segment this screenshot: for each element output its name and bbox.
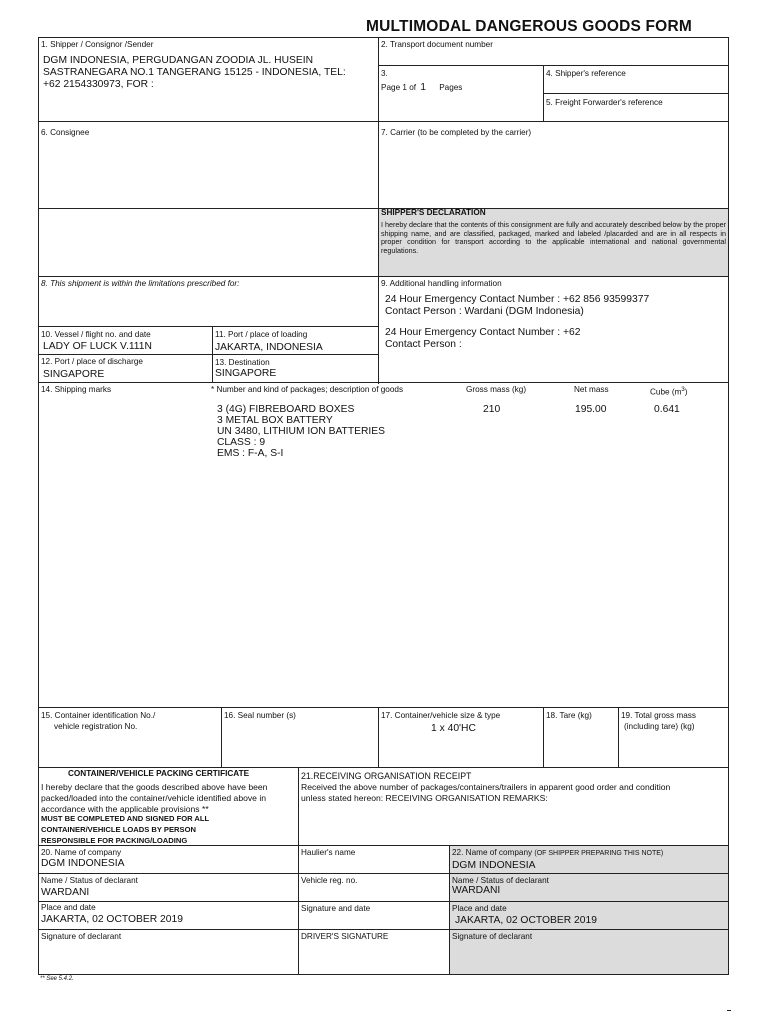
net-mass-label: Net mass: [574, 385, 609, 394]
tare-label: 18. Tare (kg): [546, 711, 592, 720]
border-line: [38, 37, 729, 38]
grid-line: [38, 873, 728, 874]
transport-doc-label: 2. Transport document number: [381, 40, 493, 49]
contact-person-2: Contact Person :: [385, 339, 462, 350]
grid-line: [38, 276, 728, 277]
shipper-line-2: SASTRANEGARA NO.1 TANGERANG 15125 - INDONESIA, TEL:: [43, 67, 346, 78]
grid-line: [298, 767, 299, 975]
page-mark: [727, 1010, 731, 1011]
shipper-line-3: +62 2154330973, FOR :: [43, 79, 154, 90]
declarant-right-label: Name / Status of declarant: [452, 876, 549, 885]
container-size-value: 1 x 40'HC: [431, 723, 476, 734]
sig-date-label: Signature and date: [301, 904, 371, 913]
packing-cert-line-1: I hereby declare that the goods described above have been: [41, 782, 268, 792]
footnote: ** See 5.4.2.: [40, 976, 74, 982]
grid-line: [543, 707, 544, 768]
cube-value: 0.641: [654, 404, 680, 415]
packing-cert-bold-2: CONTAINER/VEHICLE LOADS BY PERSON: [41, 825, 196, 834]
border-line: [38, 37, 39, 975]
receipt-line-1: Received the above number of packages/containers/trailers in apparent good order and condition: [301, 782, 671, 792]
limitations-label: 8. This shipment is within the limitations prescribed for:: [41, 279, 240, 288]
receipt-line-2: unless stated hereon: RECEIVING ORGANISATION REMARKS:: [301, 793, 548, 803]
grid-line: [221, 707, 222, 768]
page-num: 1: [420, 82, 426, 93]
port-loading-value: JAKARTA, INDONESIA: [215, 342, 323, 353]
company20-label: 20. Name of company: [41, 848, 122, 857]
haulier-label: Haulier's name: [301, 848, 356, 857]
form-title: MULTIMODAL DANGEROUS GOODS FORM: [366, 18, 692, 35]
vehicle-reg-label: Vehicle reg. no.: [301, 876, 358, 885]
shipper-line-1: DGM INDONESIA, PERGUDANGAN ZOODIA JL. HUSEIN: [43, 55, 314, 66]
grid-line: [38, 929, 728, 930]
cube-end: ): [684, 387, 688, 397]
packing-cert-bold-1: MUST BE COMPLETED AND SIGNED FOR ALL: [41, 814, 210, 823]
cube-text: Cube (m: [650, 387, 682, 397]
destination-value: SINGAPORE: [215, 368, 277, 379]
declarant-right-value: WARDANI: [452, 885, 501, 896]
goods-desc-label: * Number and kind of packages; description of goods: [211, 385, 404, 394]
grid-line: [378, 707, 379, 768]
container-id-label-1: 15. Container identification No./: [41, 711, 156, 720]
pages-label: 3.: [381, 69, 388, 78]
gross-mass-value: 210: [483, 404, 501, 415]
grid-line: [543, 93, 728, 94]
port-discharge-label: 12. Port / place of discharge: [41, 357, 143, 366]
border-line: [728, 37, 729, 975]
sig-right-label: Signature of declarant: [452, 932, 533, 941]
destination-label: 13. Destination: [215, 358, 270, 367]
carrier-label: 7. Carrier (to be completed by the carrier): [381, 128, 532, 137]
packing-cert-line-2: packed/loaded into the container/vehicle identified above in: [41, 793, 267, 803]
company20-value: DGM INDONESIA: [41, 858, 125, 869]
company22-label-text: 22. Name of company: [452, 848, 533, 857]
grid-line: [38, 901, 728, 902]
grid-line: [38, 354, 378, 355]
declarant-left-value: WARDANI: [41, 887, 90, 898]
pages-of: [381, 83, 462, 93]
seal-label: 16. Seal number (s): [224, 711, 296, 720]
grid-line: [38, 121, 728, 122]
declarant-left-label: Name / Status of declarant: [41, 876, 138, 885]
place-left-value: JAKARTA, 02 OCTOBER 2019: [41, 914, 183, 925]
net-mass-value: 195.00: [575, 404, 607, 415]
goods-line-4: CLASS : 9: [217, 437, 266, 448]
page-text: Page 1 of: [381, 83, 417, 92]
declaration-text: I hereby declare that the contents of this consignment are fully and accurately described below by the proper shipping name, and are classified, packaged, marked and labeled /placarded and are in all respects in proper condition for transport according to the applicable international and national governmental regulations.: [381, 220, 726, 256]
shipper-label: 1. Shipper / Consignor /Sender: [41, 40, 154, 49]
grid-line: [212, 326, 213, 383]
grid-line: [378, 65, 728, 66]
border-line: [38, 974, 729, 975]
shipper-ref-label: 4. Shipper's reference: [546, 69, 626, 78]
pages-word: Pages: [439, 83, 463, 92]
consignee-label: 6. Consignee: [41, 128, 90, 137]
place-right-value: JAKARTA, 02 OCTOBER 2019: [455, 915, 597, 926]
packing-cert-bold-3: RESPONSIBLE FOR PACKING/LOADING: [41, 836, 188, 845]
grid-line: [38, 707, 728, 708]
receipt-heading: 21.RECEIVING ORGANISATION RECEIPT: [301, 771, 472, 781]
sig-left-label: Signature of declarant: [41, 932, 122, 941]
place-right-label: Place and date: [452, 904, 507, 913]
goods-line-3: UN 3480, LITHIUM ION BATTERIES: [217, 426, 386, 437]
contact-person-1: Contact Person : Wardani (DGM Indonesia): [385, 306, 584, 317]
grid-line: [618, 707, 619, 768]
company22-label: [452, 848, 663, 859]
company22-value: DGM INDONESIA: [452, 860, 536, 871]
driver-sig-label: DRIVER'S SIGNATURE: [301, 932, 389, 941]
total-gross-label-1: 19. Total gross mass: [621, 711, 696, 720]
company22-note: (OF SHIPPER PREPARING THIS NOTE): [534, 850, 664, 857]
grid-line: [38, 382, 728, 383]
grid-line: [378, 37, 379, 384]
vessel-label: 10. Vessel / flight no. and date: [41, 330, 151, 339]
port-discharge-value: SINGAPORE: [43, 369, 105, 380]
emergency-contact-1: 24 Hour Emergency Contact Number : +62 856 93599377: [385, 294, 650, 305]
emergency-contact-2: 24 Hour Emergency Contact Number : +62: [385, 327, 581, 338]
handling-label: 9. Additional handling information: [381, 279, 502, 288]
grid-line: [38, 767, 728, 768]
vessel-value: LADY OF LUCK V.111N: [43, 341, 152, 352]
gross-mass-label: Gross mass (kg): [466, 385, 527, 394]
goods-line-1: 3 (4G) FIBREBOARD BOXES: [217, 404, 355, 415]
port-loading-label: 11. Port / place of loading: [215, 330, 308, 339]
packing-cert-line-3: accordance with the applicable provisions **: [41, 804, 209, 814]
cube-label: [650, 385, 687, 398]
grid-line: [38, 326, 378, 327]
declaration-heading: SHIPPER'S DECLARATION: [381, 208, 486, 217]
forwarder-ref-label: 5. Freight Forwarder's reference: [546, 98, 663, 107]
container-id-label-2: vehicle registration No.: [54, 722, 138, 731]
container-size-label: 17. Container/vehicle size & type: [381, 711, 501, 720]
goods-line-5: EMS : F-A, S-I: [217, 448, 284, 459]
cube-sup: 3: [681, 387, 685, 393]
goods-line-2: 3 METAL BOX BATTERY: [217, 415, 333, 426]
place-left-label: Place and date: [41, 903, 96, 912]
shipping-marks-label: 14. Shipping marks: [41, 385, 112, 394]
grid-line: [449, 845, 450, 975]
total-gross-label-2: (including tare) (kg): [624, 722, 695, 731]
packing-cert-heading: CONTAINER/VEHICLE PACKING CERTIFICATE: [68, 769, 250, 778]
